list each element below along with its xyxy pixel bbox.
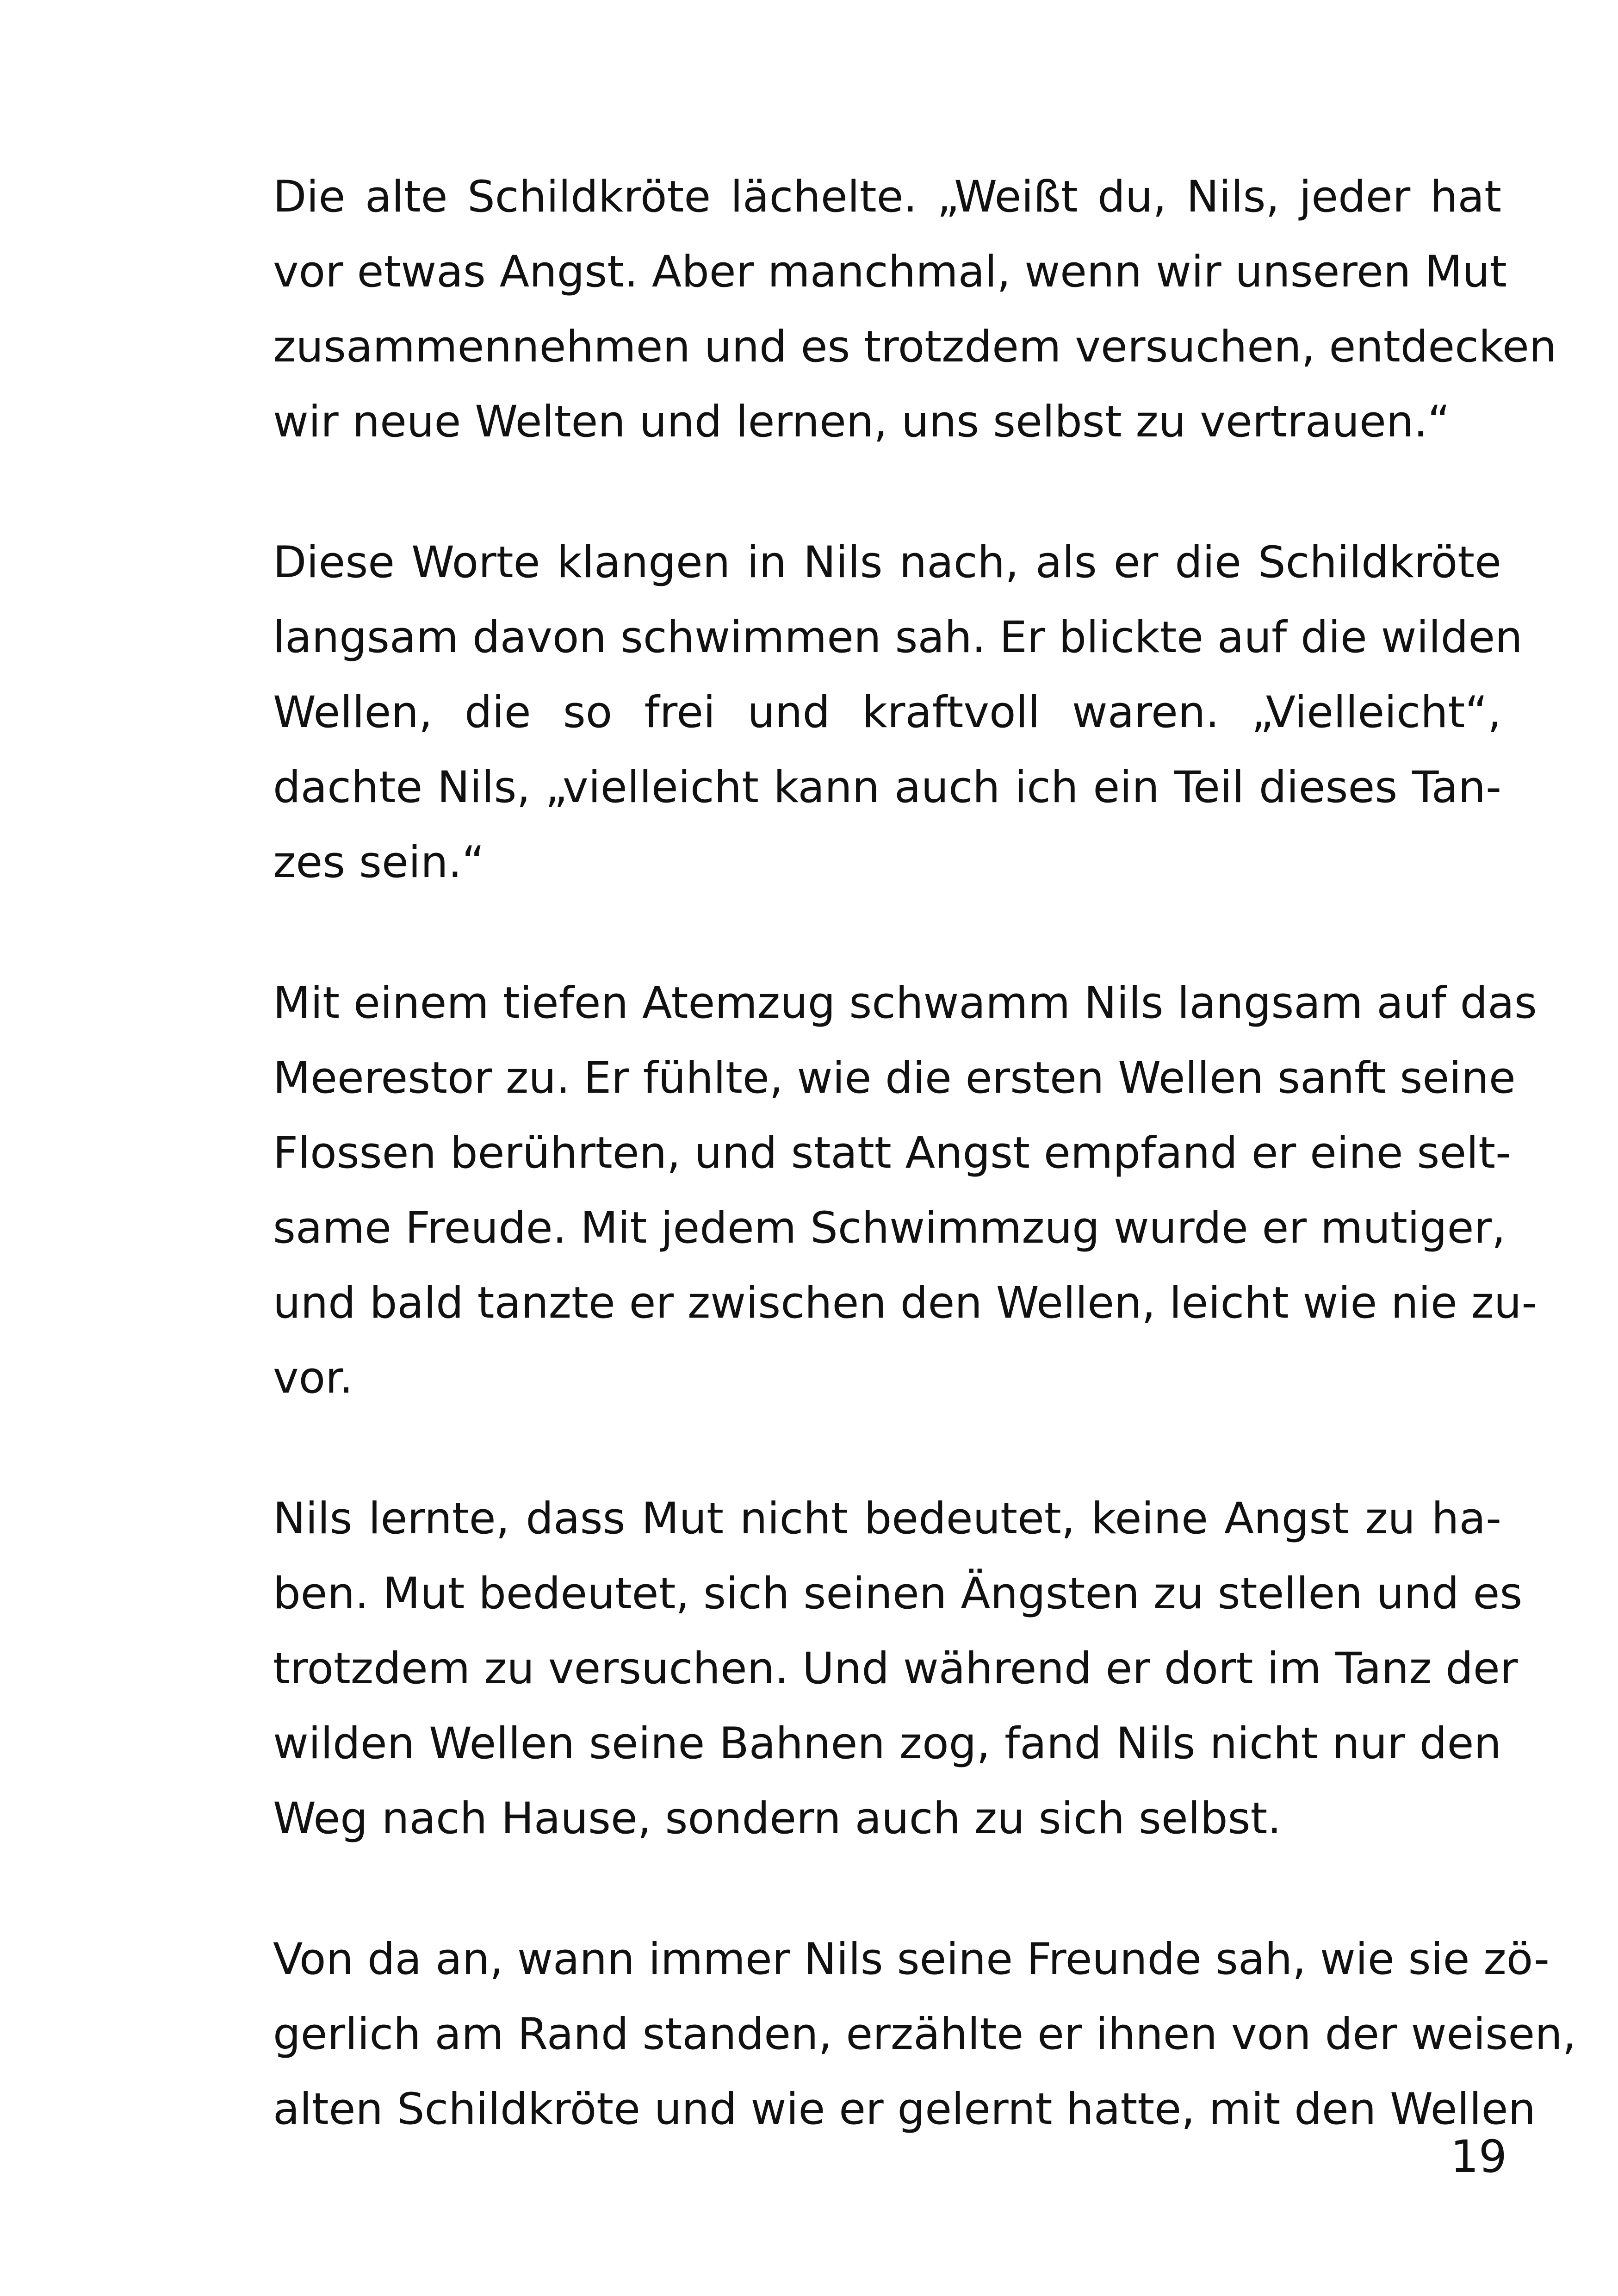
text-line: zes sein.“ [273,837,485,888]
text-line: ben. Mut bedeutet, sich seinen Ängsten zu stellen und es [273,1568,1523,1619]
text-line: Wellen, die so frei und kraftvoll waren. „Vielleicht“, [273,687,1501,738]
text-line: Von da an, wann immer Nils seine Freunde sah, wie sie zö- [273,1934,1550,1985]
text-line: wilden Wellen seine Bahnen zog, fand Nils nicht nur den [273,1718,1501,1769]
text-line: same Freude. Mit jedem Schwimmzug wurde er mutiger, [273,1203,1506,1253]
text-line: alten Schildkröte und wie er gelernt hatte, mit den Wellen [273,2084,1536,2134]
text-line: dachte Nils, „vielleicht kann auch ich ein Teil dieses Tan- [273,762,1501,813]
text-line: Mit einem tiefen Atemzug schwamm Nils langsam auf das [273,978,1537,1028]
paragraph-5 [273,1922,1576,2147]
text-line: Flossen berührten, und statt Angst empfand er eine selt- [273,1128,1512,1178]
text-line: und bald tanzte er zwischen den Wellen, leicht wie nie zu- [273,1278,1537,1328]
paragraph-2 [273,525,1523,900]
text-line: Die alte Schildkröte lächelte. „Weißt du, Nils, jeder hat [273,172,1501,222]
paragraph-1 [273,160,1557,460]
text-line: Meerestor zu. Er fühlte, wie die ersten Wellen sanft seine [273,1053,1516,1103]
paragraph-4 [273,1481,1523,1856]
text-line: Weg nach Hause, sondern auch zu sich selbst. [273,1793,1282,1844]
paragraph-3 [273,966,1537,1416]
text-line: vor etwas Angst. Aber manchmal, wenn wir unseren Mut [273,247,1507,297]
text-line: Nils lernte, dass Mut nicht bedeutet, keine Angst zu ha- [273,1493,1501,1544]
text-line: Diese Worte klangen in Nils nach, als er die Schildkröte [273,537,1501,588]
text-line: vor. [273,1353,353,1403]
story-text [273,160,1576,2147]
text-line: zusammennehmen und es trotzdem versuchen, entdecken [273,322,1557,372]
page-number: 19 [1450,2131,1507,2183]
text-line: gerlich am Rand standen, erzählte er ihnen von der weisen, [273,2009,1576,2060]
text-line: langsam davon schwimmen sah. Er blickte auf die wilden [273,612,1523,663]
text-line: wir neue Welten und lernen, uns selbst zu vertrauen.“ [273,397,1451,447]
text-line: trotzdem zu versuchen. Und während er dort im Tanz der [273,1643,1518,1694]
